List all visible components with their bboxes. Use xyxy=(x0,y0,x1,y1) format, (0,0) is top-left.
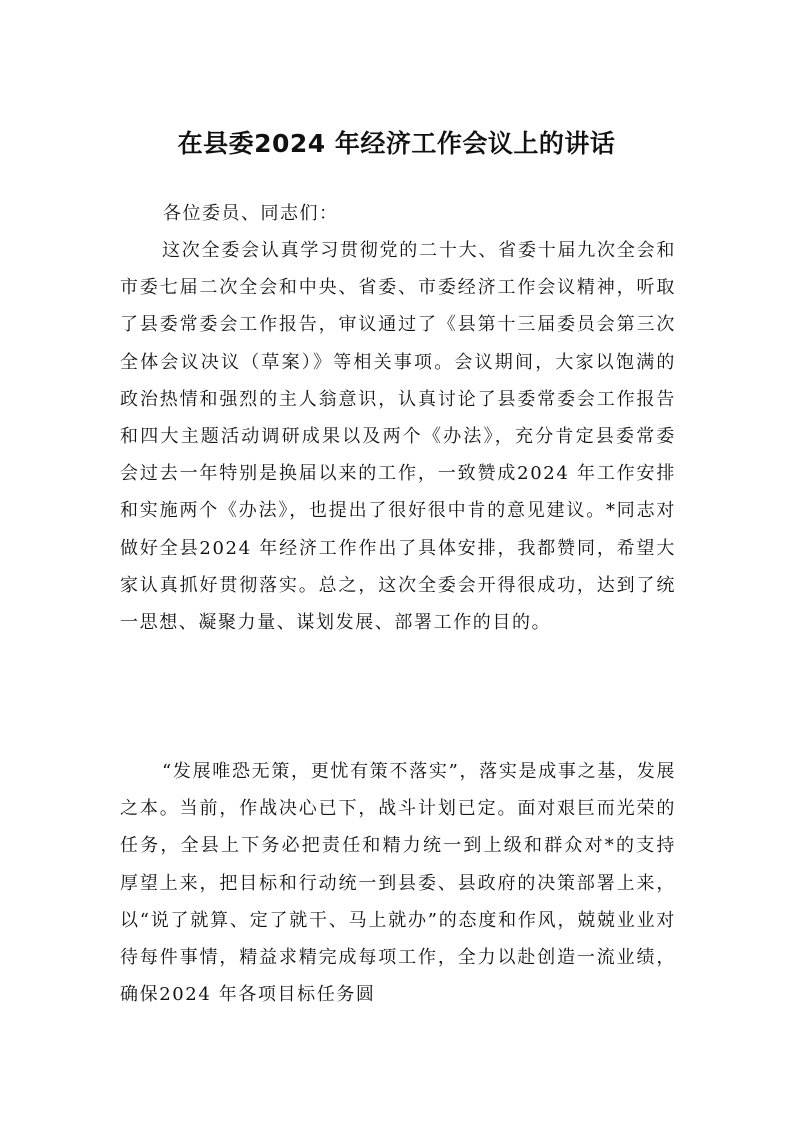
document-title: 在县委2024 年经济工作会议上的讲话 xyxy=(177,129,616,158)
paragraph-1: 这次全委会认真学习贯彻党的二十大、省委十届九次全会和市委七届二次全会和中央、省委、市委经济工作会议精神，听取了县委常委会工作报告，审议通过了《县第十三届委员会第三次全体会议决议（草案）》等相关事项。会议期间，大家以饱满的政治热情和强烈的主人翁意识，认真讨论了县委常委会工作报告和四大主题活动调研成果以及两个《办法》，充分肯定县委常委会过去一年特别是换届以来的工作，一致赞成2024 年工作安排和实施两个《办法》，也提出了很好很中肯的意见建议。*同志对做好全县2024 年经济工作作出了具体安排，我都赞同，希望大家认真抓好贯彻落实。总之，这次全委会开得很成功，达到了统一思想、凝聚力量、谋划发展、部署工作的目的。 xyxy=(120,240,676,634)
paragraph-2: “发展唯恐无策，更忧有策不落实”，落实是成事之基，发展之本。当前，作战决心已下，战斗计划已定。面对艰巨而光荣的任务，全县上下务必把责任和精力统一到上级和群众对*的支持厚望上来，把目标和行动统一到县委、县政府的决策部署上来，以“说了就算、定了就干、马上就办”的态度和作风，兢兢业业对待每件事情，精益求精完成每项工作，全力以赴创造一流业绩，确保2024 年各项目标任务圆 xyxy=(120,761,676,1006)
salutation: 各位委员、同志们： xyxy=(163,203,339,224)
